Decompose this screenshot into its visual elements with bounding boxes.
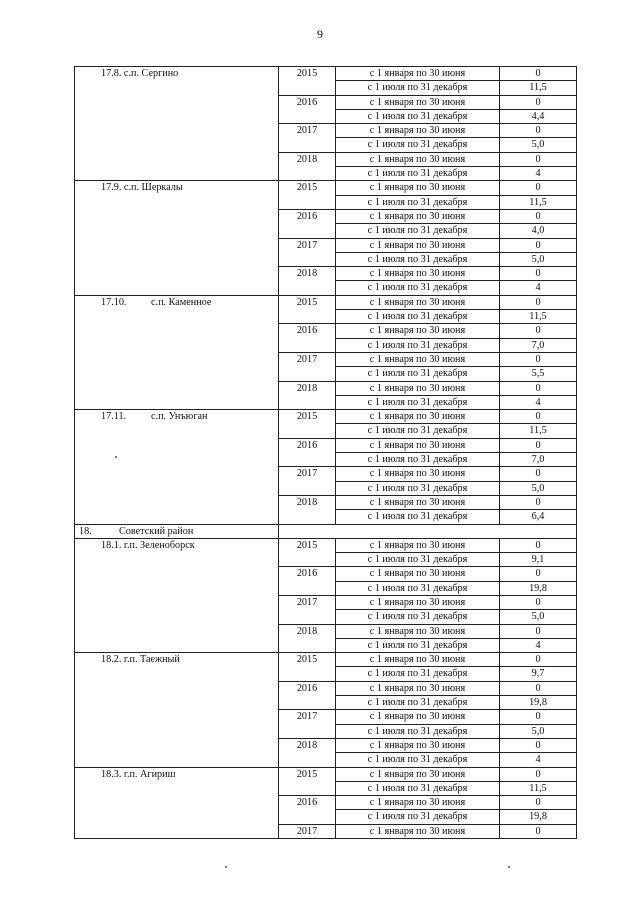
period-second-half: с 1 июля по 31 декабря (336, 310, 500, 324)
period-second-half: с 1 июля по 31 декабря (336, 810, 500, 824)
period-first-half: с 1 января по 30 июня (336, 438, 500, 452)
period-first-half: с 1 января по 30 июня (336, 67, 500, 81)
period-first-half: с 1 января по 30 июня (336, 152, 500, 166)
period-second-half: с 1 июля по 31 декабря (336, 553, 500, 567)
settlement-number: 17.8. (101, 68, 122, 79)
value-cell: 4 (500, 167, 577, 181)
value-cell: 0 (500, 352, 577, 366)
value-cell: 0 (500, 324, 577, 338)
period-first-half: с 1 января по 30 июня (336, 95, 500, 109)
value-cell: 0 (500, 438, 577, 452)
value-cell: 0 (500, 238, 577, 252)
period-first-half: с 1 января по 30 июня (336, 124, 500, 138)
table-row (75, 67, 577, 81)
period-second-half: с 1 июля по 31 декабря (336, 724, 500, 738)
period-first-half: с 1 января по 30 июня (336, 238, 500, 252)
period-second-half: с 1 июля по 31 декабря (336, 453, 500, 467)
year-cell: 2016 (279, 681, 336, 710)
section-number: 18. (79, 525, 92, 537)
value-cell: 0 (500, 95, 577, 109)
period-first-half: с 1 января по 30 июня (336, 710, 500, 724)
period-first-half: с 1 января по 30 июня (336, 767, 500, 781)
settlement-label: с.п. Сергино (123, 68, 179, 79)
year-cell: 2017 (279, 124, 336, 153)
period-second-half: с 1 июля по 31 декабря (336, 481, 500, 495)
period-second-half: с 1 июля по 31 декабря (336, 581, 500, 595)
year-cell: 2016 (279, 324, 336, 353)
scan-speck (225, 866, 227, 868)
settlement-name (75, 410, 279, 524)
value-cell: 0 (500, 595, 577, 609)
year-cell: 2015 (279, 410, 336, 439)
year-cell: 2017 (279, 352, 336, 381)
value-cell: 6,4 (500, 510, 577, 524)
period-first-half: с 1 января по 30 июня (336, 181, 500, 195)
settlement-name (75, 538, 279, 652)
value-cell: 19,8 (500, 581, 577, 595)
value-cell: 5,0 (500, 610, 577, 624)
table-row (75, 181, 577, 195)
value-cell: 0 (500, 410, 577, 424)
period-first-half: с 1 января по 30 июня (336, 681, 500, 695)
period-second-half: с 1 июля по 31 декабря (336, 367, 500, 381)
year-cell: 2016 (279, 209, 336, 238)
period-second-half: с 1 июля по 31 декабря (336, 281, 500, 295)
period-second-half: с 1 июля по 31 декабря (336, 638, 500, 652)
year-cell: 2018 (279, 152, 336, 181)
settlement-number: 17.9. (101, 182, 122, 194)
period-first-half: с 1 января по 30 июня (336, 653, 500, 667)
period-first-half: с 1 января по 30 июня (336, 467, 500, 481)
value-cell: 0 (500, 767, 577, 781)
year-cell: 2018 (279, 738, 336, 767)
settlement-name (75, 67, 279, 181)
year-cell: 2015 (279, 295, 336, 324)
value-cell: 0 (500, 624, 577, 638)
value-cell: 0 (500, 295, 577, 309)
empty-cell (279, 524, 577, 538)
value-cell: 5,0 (500, 481, 577, 495)
year-cell: 2017 (279, 710, 336, 739)
value-cell: 5,0 (500, 724, 577, 738)
period-second-half: с 1 июля по 31 декабря (336, 510, 500, 524)
value-cell: 0 (500, 538, 577, 552)
settlement-label: г.п. Таежный (123, 654, 180, 666)
period-second-half: с 1 июля по 31 декабря (336, 753, 500, 767)
settlement-label: с.п. Унъюган (151, 411, 208, 423)
value-cell: 0 (500, 567, 577, 581)
period-first-half: с 1 января по 30 июня (336, 796, 500, 810)
value-cell: 0 (500, 381, 577, 395)
year-cell: 2016 (279, 95, 336, 124)
table-row (75, 538, 577, 552)
settlement-label: с.п. Шеркалы (123, 182, 183, 194)
period-first-half: с 1 января по 30 июня (336, 595, 500, 609)
year-cell: 2018 (279, 624, 336, 653)
period-first-half: с 1 января по 30 июня (336, 495, 500, 509)
period-first-half: с 1 января по 30 июня (336, 352, 500, 366)
period-first-half: с 1 января по 30 июня (336, 324, 500, 338)
scan-speck (508, 866, 510, 868)
table-row (75, 295, 577, 309)
value-cell: 0 (500, 209, 577, 223)
period-second-half: с 1 июля по 31 декабря (336, 138, 500, 152)
page-number: 9 (317, 27, 323, 41)
year-cell: 2015 (279, 538, 336, 567)
value-cell: 11,5 (500, 81, 577, 95)
value-cell: 9,1 (500, 553, 577, 567)
section-row (75, 524, 577, 538)
value-cell: 4,4 (500, 109, 577, 123)
value-cell: 4 (500, 395, 577, 409)
tariff-table (74, 66, 577, 839)
period-second-half: с 1 июля по 31 декабря (336, 667, 500, 681)
value-cell: 0 (500, 267, 577, 281)
period-first-half: с 1 января по 30 июня (336, 209, 500, 223)
period-second-half: с 1 июля по 31 декабря (336, 781, 500, 795)
scan-speck (115, 456, 117, 458)
settlement-number: 18.3. (101, 768, 122, 780)
value-cell: 7,0 (500, 453, 577, 467)
value-cell: 19,8 (500, 810, 577, 824)
year-cell: 2018 (279, 267, 336, 296)
period-first-half: с 1 января по 30 июня (336, 267, 500, 281)
value-cell: 11,5 (500, 195, 577, 209)
value-cell: 5,0 (500, 138, 577, 152)
year-cell: 2018 (279, 495, 336, 524)
settlement-label: г.п. Зеленоборск (123, 539, 195, 551)
year-cell: 2015 (279, 767, 336, 796)
year-cell: 2015 (279, 653, 336, 682)
settlement-name (75, 653, 279, 767)
value-cell: 4 (500, 753, 577, 767)
year-cell: 2017 (279, 467, 336, 496)
value-cell: 0 (500, 152, 577, 166)
value-cell: 9,7 (500, 667, 577, 681)
period-second-half: с 1 июля по 31 декабря (336, 338, 500, 352)
period-second-half: с 1 июля по 31 декабря (336, 195, 500, 209)
value-cell: 11,5 (500, 781, 577, 795)
year-cell: 2016 (279, 438, 336, 467)
period-first-half: с 1 января по 30 июня (336, 624, 500, 638)
value-cell: 7,0 (500, 338, 577, 352)
value-cell: 11,5 (500, 424, 577, 438)
period-second-half: с 1 июля по 31 декабря (336, 696, 500, 710)
table-row (75, 767, 577, 781)
year-cell: 2016 (279, 567, 336, 596)
settlement-label: г.п. Агириш (123, 768, 176, 780)
settlement-number: 17.10. (101, 296, 127, 308)
settlement-number: 18.2. (101, 654, 122, 666)
period-second-half: с 1 июля по 31 декабря (336, 395, 500, 409)
value-cell: 5,0 (500, 252, 577, 266)
period-first-half: с 1 января по 30 июня (336, 295, 500, 309)
value-cell: 0 (500, 67, 577, 81)
value-cell: 0 (500, 124, 577, 138)
value-cell: 4 (500, 281, 577, 295)
period-second-half: с 1 июля по 31 декабря (336, 252, 500, 266)
value-cell: 0 (500, 710, 577, 724)
period-second-half: с 1 июля по 31 декабря (336, 81, 500, 95)
value-cell: 0 (500, 824, 577, 838)
tariff-table-body (75, 67, 577, 839)
period-first-half: с 1 января по 30 июня (336, 538, 500, 552)
period-second-half: с 1 июля по 31 декабря (336, 610, 500, 624)
period-first-half: с 1 января по 30 июня (336, 410, 500, 424)
year-cell: 2018 (279, 381, 336, 410)
period-second-half: с 1 июля по 31 декабря (336, 109, 500, 123)
settlement-label: с.п. Каменное (151, 296, 212, 308)
period-first-half: с 1 января по 30 июня (336, 824, 500, 838)
value-cell: 0 (500, 653, 577, 667)
value-cell: 4,0 (500, 224, 577, 238)
year-cell: 2015 (279, 67, 336, 96)
settlement-name (75, 181, 279, 295)
value-cell: 19,8 (500, 696, 577, 710)
value-cell: 0 (500, 738, 577, 752)
table-row (75, 653, 577, 667)
table-row (75, 410, 577, 424)
period-first-half: с 1 января по 30 июня (336, 567, 500, 581)
settlement-name (75, 295, 279, 409)
year-cell: 2017 (279, 824, 336, 838)
section-label: Советский район (119, 525, 194, 537)
settlement-name (75, 767, 279, 838)
settlement-number: 17.11. (101, 411, 127, 423)
year-cell: 2015 (279, 181, 336, 210)
section-title (75, 524, 279, 538)
value-cell: 11,5 (500, 310, 577, 324)
period-second-half: с 1 июля по 31 декабря (336, 424, 500, 438)
value-cell: 0 (500, 681, 577, 695)
value-cell: 0 (500, 796, 577, 810)
year-cell: 2016 (279, 796, 336, 825)
period-first-half: с 1 января по 30 июня (336, 381, 500, 395)
value-cell: 5,5 (500, 367, 577, 381)
period-second-half: с 1 июля по 31 декабря (336, 167, 500, 181)
settlement-number: 18.1. (101, 539, 122, 551)
value-cell: 0 (500, 467, 577, 481)
value-cell: 0 (500, 495, 577, 509)
period-second-half: с 1 июля по 31 декабря (336, 224, 500, 238)
year-cell: 2017 (279, 238, 336, 267)
value-cell: 4 (500, 638, 577, 652)
year-cell: 2017 (279, 595, 336, 624)
value-cell: 0 (500, 181, 577, 195)
period-first-half: с 1 января по 30 июня (336, 738, 500, 752)
